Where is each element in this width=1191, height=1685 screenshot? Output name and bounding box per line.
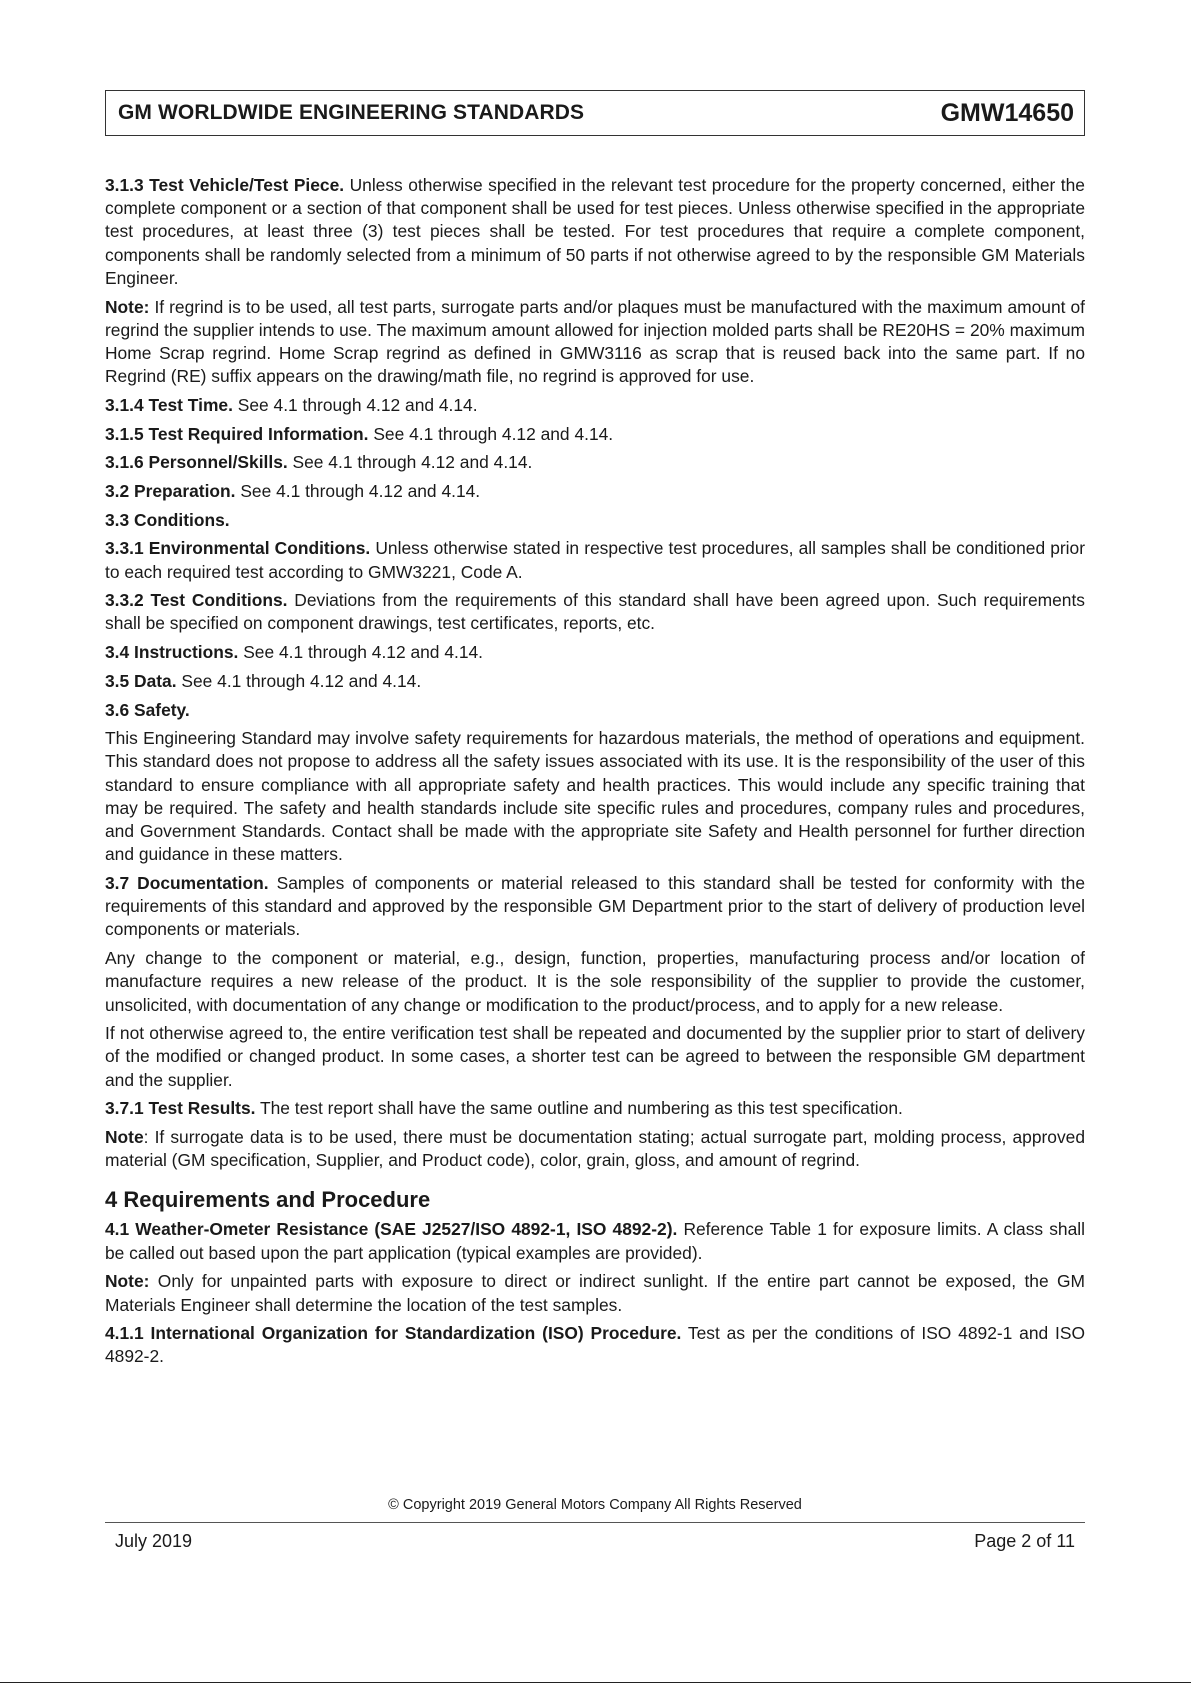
note-regrind bbox=[105, 296, 1085, 389]
para-text: See 4.1 through 4.12 and 4.14. bbox=[232, 394, 478, 415]
para-label: 3.7.1 Test Results. bbox=[105, 1098, 256, 1119]
para-text: This Engineering Standard may involve safety requirements for hazardous materials, the method of operations and equipment. This standard does not propose to address all the safety issues associated with its use. It is the responsibility of the user of this standard to ensure compliance with all appropriate safety and health practices. This would include any specific training that may be required. The safety and health standards include site specific rules and procedures, company rules and procedures, and Government Standards. Contact shall be made with the appropriate site Safety and Health personnel for further direction and guidance in these matters. bbox=[105, 728, 1085, 865]
para-3-1-6 bbox=[105, 451, 1085, 474]
para-label: 3.6 Safety. bbox=[105, 699, 190, 720]
page-number: Page 2 of 11 bbox=[974, 1531, 1075, 1551]
para-label: 3.5 Data. bbox=[105, 670, 177, 691]
para-label: 3.1.3 Test Vehicle/Test Piece. bbox=[105, 175, 345, 195]
note-unpainted bbox=[105, 1270, 1085, 1316]
para-label: 3.2 Preparation. bbox=[105, 480, 236, 501]
para-text: : If surrogate data is to be used, there must be documentation stating; actual surrogate part, molding process, approved material (GM specification, Supplier, and Product code), color, grain, gloss, and amount of regrind. bbox=[105, 1127, 1085, 1171]
para-text: See 4.1 through 4.12 and 4.14. bbox=[238, 642, 483, 663]
document-body bbox=[105, 174, 1085, 1374]
para-label: 3.3.2 Test Conditions. bbox=[105, 590, 288, 611]
para-text: The test report shall have the same outline and numbering as this test specification. bbox=[255, 1098, 903, 1119]
section-4-heading: 4 Requirements and Procedure bbox=[105, 1187, 431, 1213]
para-label: 3.4 Instructions. bbox=[105, 642, 239, 663]
para-3-1-4 bbox=[105, 394, 1085, 417]
para-text: Any change to the component or material, e.g., design, function, properties, manufacturing process and/or location of manufacture requires a new release of the product. It is the sole responsibility of the supplier to provide the customer, unsolicited, with documentation of any change or modification to the product/process, and to apply for a new release. bbox=[105, 948, 1085, 1015]
para-text: See 4.1 through 4.12 and 4.14. bbox=[235, 480, 481, 501]
note-surrogate bbox=[105, 1126, 1085, 1172]
para-label: 4.1 Weather-Ometer Resistance (SAE J2527/ISO 4892-1, ISO 4892-2). bbox=[105, 1219, 678, 1240]
para-label: 4.1.1 International Organization for Standardization (ISO) Procedure. bbox=[105, 1323, 682, 1344]
para-label: 3.7 Documentation. bbox=[105, 872, 269, 893]
para-text: See 4.1 through 4.12 and 4.14. bbox=[176, 670, 422, 691]
para-text: If regrind is to be used, all test parts, surrogate parts and/or plaques must be manufactured with the maximum amount of regrind the supplier intends to use. The maximum amount allowed for injection molded parts shall be RE20HS = 20% maximum Home Scrap regrind. Home Scrap regrind as defined in GMW3116 as scrap that is reused back into the same part. If no Regrind (RE) suffix appears on the drawing/math file, no regrind is approved for use. bbox=[105, 296, 1085, 387]
footer-date: July 2019 bbox=[115, 1531, 193, 1551]
para-4-1 bbox=[105, 1218, 1085, 1264]
para-text: If not otherwise agreed to, the entire verification test shall be repeated and documented by the supplier prior to start of delivery of the modified or changed product. In some cases, a shorter test can be agreed to between the responsible GM department and the supplier. bbox=[105, 1023, 1085, 1090]
para-text: Reference Table 1 for exposure limits. A class shall be called out based upon the part application (typical examples are provided). bbox=[105, 1219, 1085, 1263]
para-3-1-5 bbox=[105, 423, 1085, 446]
para-text: Samples of components or material released to this standard shall be tested for conformity with the requirements of this standard and approved by the responsible GM Department prior to the start of delivery of production level components or materials. bbox=[105, 872, 1086, 940]
para-label: Note: bbox=[105, 296, 150, 317]
para-label: 3.1.5 Test Required Information. bbox=[105, 423, 369, 444]
para-3-7-1 bbox=[105, 1097, 1085, 1120]
footer-divider bbox=[105, 1522, 1085, 1523]
page-bottom-edge bbox=[0, 1682, 1191, 1683]
para-3-5 bbox=[105, 670, 1085, 693]
standard-code: GMW14650 bbox=[940, 98, 1074, 127]
para-3-2 bbox=[105, 480, 1085, 503]
para-3-1-3 bbox=[105, 174, 1085, 290]
para-3-4 bbox=[105, 641, 1085, 664]
para-text: See 4.1 through 4.12 and 4.14. bbox=[287, 452, 533, 473]
document-header bbox=[105, 90, 1085, 136]
para-safety-body bbox=[105, 727, 1085, 866]
para-text: See 4.1 through 4.12 and 4.14. bbox=[368, 423, 614, 444]
para-4-1-1 bbox=[105, 1322, 1085, 1368]
para-text: Unless otherwise stated in respective test procedures, all samples shall be conditioned prior to each required test according to GMW3221, Code A. bbox=[105, 538, 1085, 582]
para-verification bbox=[105, 1022, 1085, 1092]
para-label: Note: bbox=[105, 1271, 150, 1292]
para-label: Note bbox=[105, 1127, 144, 1148]
para-text: Only for unpainted parts with exposure to direct or indirect sunlight. If the entire part cannot be exposed, the GM Materials Engineer shall determine the location of the test samples. bbox=[105, 1271, 1085, 1315]
para-change-release bbox=[105, 947, 1085, 1017]
para-label: 3.3.1 Environmental Conditions. bbox=[105, 538, 371, 559]
para-text: Deviations from the requirements of this standard shall have been agreed upon. Such requirements shall be specified on component drawings, test certificates, reports, etc. bbox=[105, 590, 1085, 634]
para-3-3 bbox=[105, 509, 1085, 532]
copyright-notice: © Copyright 2019 General Motors Company All Rights Reserved bbox=[388, 1497, 802, 1513]
header-title: GM WORLDWIDE ENGINEERING STANDARDS bbox=[118, 101, 585, 124]
para-text: Test as per the conditions of ISO 4892-1 and ISO 4892-2. bbox=[105, 1323, 1085, 1367]
para-label: 3.1.4 Test Time. bbox=[105, 394, 233, 415]
para-label: 3.1.6 Personnel/Skills. bbox=[105, 452, 288, 473]
para-3-3-1 bbox=[105, 537, 1085, 583]
para-3-7 bbox=[105, 872, 1085, 942]
para-text: Unless otherwise specified in the relevant test procedure for the property concerned, either the complete component or a section of that component shall be used for test pieces. Unless otherwise specified in the appropriate test procedures, at least three (3) test pieces shall be tested. For test procedures that require a complete component, components shall be randomly selected from a minimum of 50 parts if not otherwise agreed to by the responsible GM Materials Engineer. bbox=[105, 175, 1085, 288]
para-3-6 bbox=[105, 699, 1085, 722]
para-label: 3.3 Conditions. bbox=[105, 509, 230, 530]
para-3-3-2 bbox=[105, 589, 1085, 635]
